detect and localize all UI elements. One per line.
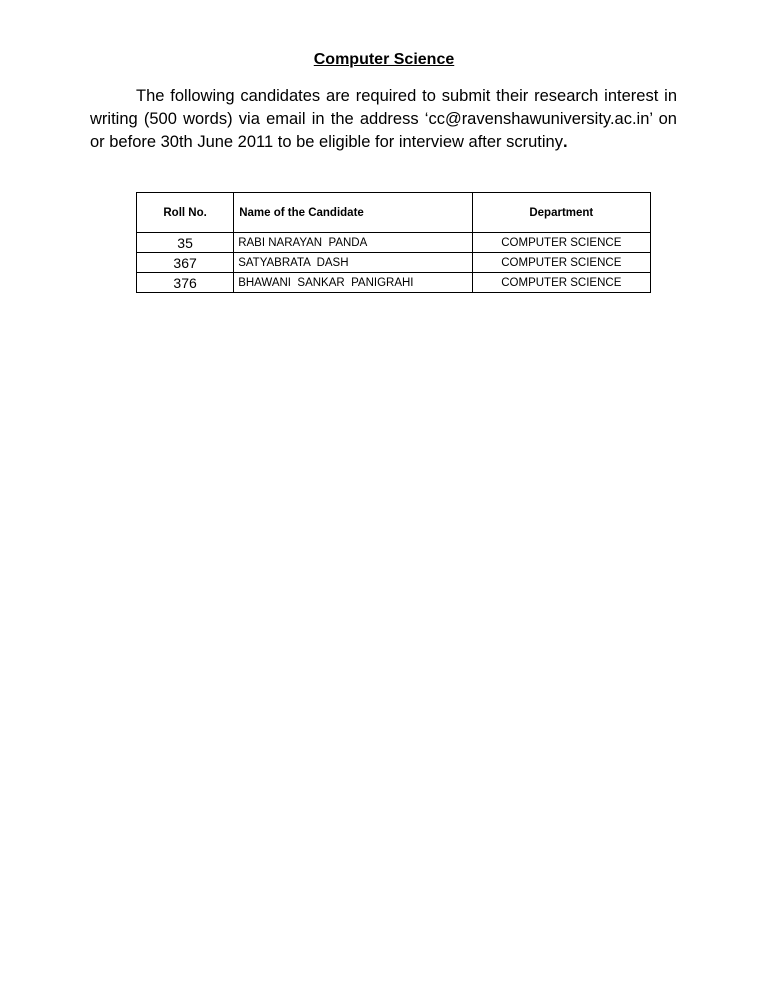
cell-department: COMPUTER SCIENCE [472,233,650,253]
cell-candidate-name: SATYABRATA DASH [234,253,472,273]
page-title: Computer Science [313,51,455,68]
header-candidate-name: Name of the Candidate [234,193,472,233]
cell-department: COMPUTER SCIENCE [472,253,650,273]
table-row [137,233,651,253]
cell-department: COMPUTER SCIENCE [472,273,650,293]
table-header-row [137,193,651,233]
cell-candidate-name: RABI NARAYAN PANDA [234,233,472,253]
cell-roll-no: 367 [137,253,234,273]
paragraph-text: The following candidates are required to submit their research interest in writing (500 words) via email in the address ‘cc@ravenshawuniversity.ac.in’ on or before 30th June 2011 to be eligible for interview after scrutiny [90,87,677,151]
cell-candidate-name: BHAWANI SANKAR PANIGRAHI [234,273,472,293]
paragraph-end-mark: . [562,133,568,151]
instruction-paragraph [90,85,677,154]
header-department: Department [472,193,650,233]
table-row [137,253,651,273]
cell-roll-no: 35 [137,233,234,253]
table-row [137,273,651,293]
cell-roll-no: 376 [137,273,234,293]
candidates-table [136,192,651,293]
header-roll-no: Roll No. [137,193,234,233]
